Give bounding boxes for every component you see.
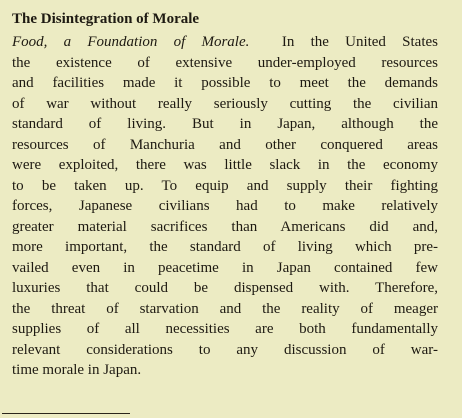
paragraph-line: more important, the standard of living which pre- (12, 239, 438, 255)
paragraph-line: supplies of all necessities are both fundamentally (12, 321, 438, 337)
lead-in-heading: Food, a Foundation of Morale. (12, 34, 250, 50)
paragraph-line (12, 32, 438, 53)
paragraph-line: and facilities made it possible to meet the demands (12, 75, 438, 91)
paragraph-line: greater material sacrifices than Americans did and, (12, 218, 438, 235)
body-paragraph (12, 32, 462, 381)
section-title: The Disintegration of Morale (12, 11, 200, 27)
paragraph-line: vailed even in peacetime in Japan contained few (12, 259, 438, 276)
footnote-rule (2, 413, 130, 414)
paragraph-line: were exploited, there was little slack in the economy (12, 157, 438, 173)
paragraph-line: the existence of extensive under-employed resources (12, 54, 438, 71)
paragraph-line: standard of living. But in Japan, although the (12, 116, 438, 132)
paragraph-line: the threat of starvation and the reality of meager (12, 300, 438, 317)
paragraph-line: of war without really seriously cutting the civilian (12, 95, 438, 112)
paragraph-line: time morale in Japan. (12, 362, 142, 378)
paragraph-line: forces, Japanese civilians had to make relatively (12, 198, 438, 214)
paragraph-line: relevant considerations to any discussion of war- (12, 341, 438, 358)
paragraph-line: to be taken up. To equip and supply their fighting (12, 177, 438, 194)
paragraph-line-text: In the United States (281, 34, 438, 50)
paragraph-line: resources of Manchuria and other conquered areas (12, 136, 438, 153)
paragraph-line: luxuries that could be dispensed with. Therefore, (12, 280, 438, 296)
